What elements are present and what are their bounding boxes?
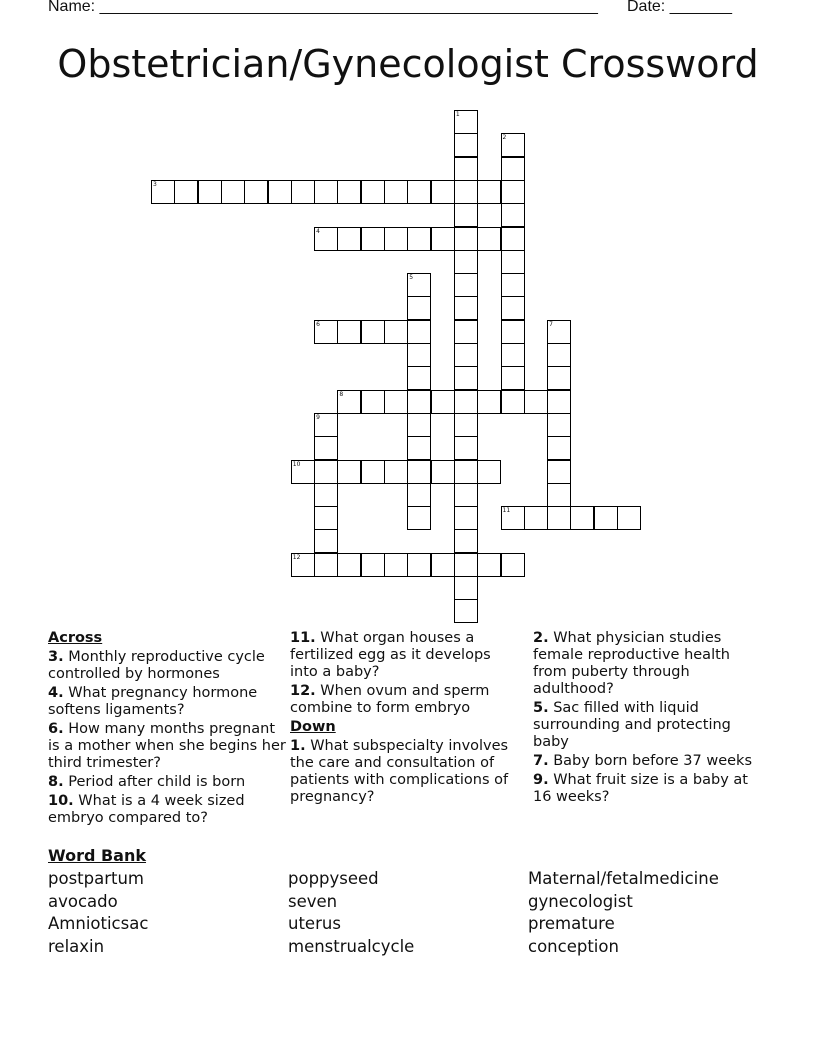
grid-cell[interactable]	[198, 180, 222, 204]
word-bank-item: uterus	[288, 914, 341, 933]
clue-number-label: 3	[153, 180, 157, 188]
grid-cell[interactable]	[501, 133, 525, 157]
word-bank-item: premature	[528, 914, 615, 933]
grid-cell[interactable]	[314, 483, 338, 507]
grid-cell[interactable]	[314, 227, 338, 251]
grid-cell[interactable]	[547, 483, 571, 507]
grid-cell[interactable]	[361, 320, 385, 344]
grid-cell[interactable]	[314, 180, 338, 204]
grid-cell[interactable]	[477, 180, 501, 204]
clue-number-label: 12	[292, 553, 301, 561]
grid-cell[interactable]	[501, 227, 525, 251]
grid-cell[interactable]	[221, 180, 245, 204]
clue-text: Sac filled with liquid surrounding and protecting baby	[533, 700, 731, 750]
grid-cell[interactable]	[431, 180, 455, 204]
grid-cell[interactable]	[501, 180, 525, 204]
grid-cell[interactable]	[454, 133, 478, 157]
grid-cell[interactable]	[407, 460, 431, 484]
clue-text: How many months pregnant is a mother when she begins her third trimester?	[48, 721, 286, 771]
grid-cell[interactable]	[314, 436, 338, 460]
word-bank-item: poppyseed	[288, 869, 379, 888]
grid-cell[interactable]	[407, 320, 431, 344]
clue-number: 4.	[48, 685, 64, 701]
clue-text: What pregnancy hormone softens ligaments?	[48, 685, 258, 718]
grid-cell[interactable]	[361, 460, 385, 484]
grid-cell[interactable]	[407, 343, 431, 367]
clue-number: 12.	[290, 683, 316, 699]
clue-text: What organ houses a fertilized egg as it develops into a baby?	[290, 630, 491, 680]
clue-number: 1.	[290, 738, 306, 754]
grid-cell[interactable]	[407, 273, 431, 297]
clues-column-2	[290, 630, 520, 808]
clue-number-label: 1	[455, 111, 460, 118]
grid-cell[interactable]	[361, 390, 385, 414]
grid-cell[interactable]	[454, 227, 478, 251]
word-bank-heading: Word Bank	[48, 846, 147, 865]
clue-down-2	[533, 630, 763, 698]
grid-cell[interactable]	[314, 460, 338, 484]
clue-across-4	[48, 685, 288, 719]
grid-cell[interactable]	[501, 366, 525, 390]
grid-cell[interactable]	[547, 390, 571, 414]
clue-across-8	[48, 774, 288, 791]
clue-across-12	[290, 683, 520, 717]
across-heading: Across	[48, 630, 103, 646]
clue-text: What subspecialty involves the care and consultation of patients with complications of pregnancy?	[290, 738, 509, 805]
grid-cell[interactable]	[314, 320, 338, 344]
clue-down-9	[533, 772, 763, 806]
grid-cell[interactable]	[454, 320, 478, 344]
clue-number-label: 9	[316, 413, 320, 421]
grid-cell[interactable]	[384, 460, 408, 484]
clue-text: Period after child is born	[68, 774, 246, 790]
grid-cell[interactable]	[431, 460, 455, 484]
grid-cell[interactable]	[454, 576, 478, 600]
grid-cell[interactable]	[337, 227, 361, 251]
grid-cell[interactable]	[384, 553, 408, 577]
word-bank-item: relaxin	[48, 936, 105, 956]
grid-cell[interactable]	[407, 483, 431, 507]
grid-cell[interactable]	[407, 180, 431, 204]
grid-cell[interactable]	[407, 553, 431, 577]
grid-cell[interactable]	[151, 180, 175, 204]
grid-cell[interactable]	[337, 460, 361, 484]
grid-cell[interactable]	[501, 203, 525, 227]
grid-cell[interactable]	[407, 227, 431, 251]
grid-cell[interactable]	[454, 366, 478, 390]
clue-number: 3.	[48, 649, 64, 665]
date-field[interactable]: Date: _______	[627, 0, 732, 15]
grid-cell[interactable]	[454, 599, 478, 623]
clue-down-1	[290, 738, 520, 806]
grid-cell[interactable]	[501, 506, 525, 530]
grid-cell[interactable]	[501, 250, 525, 274]
grid-cell[interactable]	[361, 180, 385, 204]
grid-cell[interactable]	[431, 390, 455, 414]
grid-cell[interactable]	[547, 343, 571, 367]
grid-cell[interactable]	[407, 390, 431, 414]
clue-down-7	[533, 753, 763, 770]
word-bank-item: Amnioticsac	[48, 914, 149, 933]
grid-cell[interactable]	[337, 553, 361, 577]
grid-cell[interactable]	[501, 296, 525, 320]
clue-number: 8.	[48, 774, 64, 790]
grid-cell[interactable]	[454, 460, 478, 484]
grid-cell[interactable]	[454, 483, 478, 507]
grid-cell[interactable]	[291, 180, 315, 204]
grid-cell[interactable]	[361, 553, 385, 577]
grid-cell[interactable]	[477, 460, 501, 484]
grid-cell[interactable]	[454, 157, 478, 181]
grid-cell[interactable]	[291, 460, 315, 484]
grid-cell[interactable]	[524, 390, 548, 414]
clue-text: What is a 4 week sized embryo compared to?	[48, 793, 245, 826]
grid-cell[interactable]	[477, 390, 501, 414]
grid-cell[interactable]	[454, 553, 478, 577]
grid-cell[interactable]	[501, 273, 525, 297]
grid-cell[interactable]	[314, 553, 338, 577]
grid-cell[interactable]	[454, 436, 478, 460]
clue-number: 7.	[533, 753, 549, 769]
word-bank-column-2	[288, 868, 414, 958]
grid-cell[interactable]	[431, 227, 455, 251]
clues-column-1	[48, 630, 288, 829]
clue-number-label: 7	[549, 320, 553, 328]
grid-cell[interactable]	[454, 273, 478, 297]
clues-column-3	[533, 630, 763, 808]
word-bank-item: gynecologist	[528, 891, 633, 911]
clue-text: What physician studies female reproductive health from puberty through adulthood?	[533, 630, 730, 697]
grid-cell[interactable]	[547, 320, 571, 344]
clue-text: What fruit size is a baby at 16 weeks?	[533, 772, 748, 805]
grid-cell[interactable]	[337, 320, 361, 344]
grid-cell[interactable]	[477, 553, 501, 577]
grid-cell[interactable]	[407, 506, 431, 530]
clue-number: 9.	[533, 772, 549, 788]
name-field[interactable]: Name: ________________________________________________________	[48, 0, 598, 15]
clue-text: Baby born before 37 weeks	[553, 753, 753, 769]
grid-cell[interactable]	[501, 553, 525, 577]
grid-cell[interactable]	[524, 506, 548, 530]
grid-cell[interactable]	[384, 227, 408, 251]
grid-cell[interactable]	[268, 180, 292, 204]
grid-cell[interactable]	[454, 250, 478, 274]
grid-cell[interactable]	[570, 506, 594, 530]
grid-cell[interactable]	[454, 343, 478, 367]
clue-number-label: 11	[502, 507, 511, 515]
grid-cell[interactable]	[174, 180, 198, 204]
grid-cell[interactable]	[454, 180, 478, 204]
grid-cell[interactable]	[407, 296, 431, 320]
clue-number-label: 10	[292, 460, 301, 468]
word-bank-item: Maternal/fetalmedicine	[528, 869, 719, 888]
grid-cell[interactable]	[454, 110, 478, 134]
grid-cell[interactable]	[407, 366, 431, 390]
grid-cell[interactable]	[454, 529, 478, 553]
clue-number: 5.	[533, 700, 549, 716]
grid-cell[interactable]	[314, 413, 338, 437]
grid-cell[interactable]	[454, 296, 478, 320]
clue-number: 2.	[533, 630, 549, 646]
clue-number: 6.	[48, 721, 64, 737]
word-bank-item: menstrualcycle	[288, 936, 415, 956]
grid-cell[interactable]	[547, 413, 571, 437]
grid-cell[interactable]	[314, 506, 338, 530]
grid-cell[interactable]	[617, 506, 641, 530]
clue-number-label: 8	[339, 390, 344, 398]
grid-cell[interactable]	[314, 529, 338, 553]
grid-cell[interactable]	[244, 180, 268, 204]
grid-cell[interactable]	[407, 436, 431, 460]
grid-cell[interactable]	[291, 553, 315, 577]
grid-cell[interactable]	[477, 227, 501, 251]
clue-number-label: 6	[316, 320, 320, 328]
grid-cell[interactable]	[407, 413, 431, 437]
word-bank-item: seven	[288, 891, 338, 911]
grid-cell[interactable]	[337, 180, 361, 204]
word-bank-column-3	[528, 868, 719, 958]
grid-cell[interactable]	[547, 436, 571, 460]
grid-cell[interactable]	[547, 366, 571, 390]
page-title: Obstetrician/Gynecologist Crossword	[57, 42, 759, 86]
clue-number-label: 2	[502, 134, 507, 142]
grid-cell[interactable]	[337, 390, 361, 414]
clue-across-11	[290, 630, 520, 681]
grid-cell[interactable]	[501, 343, 525, 367]
grid-cell[interactable]	[501, 320, 525, 344]
clue-across-3	[48, 649, 288, 683]
grid-cell[interactable]	[454, 203, 478, 227]
word-bank-item: postpartum	[48, 869, 145, 888]
grid-cell[interactable]	[501, 390, 525, 414]
grid-cell[interactable]	[454, 413, 478, 437]
grid-cell[interactable]	[547, 460, 571, 484]
grid-cell[interactable]	[384, 320, 408, 344]
down-heading: Down	[290, 719, 336, 735]
grid-cell[interactable]	[384, 390, 408, 414]
word-bank-item: avocado	[48, 891, 118, 911]
clue-across-6	[48, 721, 288, 772]
clue-number-label: 4	[316, 227, 320, 235]
clue-number-label: 5	[409, 274, 414, 282]
clue-number: 10.	[48, 793, 74, 809]
grid-cell[interactable]	[454, 506, 478, 530]
grid-cell[interactable]	[384, 180, 408, 204]
word-bank-item: conception	[528, 936, 619, 956]
grid-cell[interactable]	[594, 506, 618, 530]
grid-cell[interactable]	[431, 553, 455, 577]
grid-cell[interactable]	[547, 506, 571, 530]
clue-text: When ovum and sperm combine to form embryo	[290, 683, 490, 716]
grid-cell[interactable]	[454, 390, 478, 414]
clue-across-10	[48, 793, 288, 827]
grid-cell[interactable]	[361, 227, 385, 251]
clue-down-5	[533, 700, 763, 751]
word-bank-column-1	[48, 868, 148, 958]
clue-number: 11.	[290, 630, 316, 646]
grid-cell[interactable]	[501, 157, 525, 181]
clue-text: Monthly reproductive cycle controlled by hormones	[48, 649, 265, 682]
